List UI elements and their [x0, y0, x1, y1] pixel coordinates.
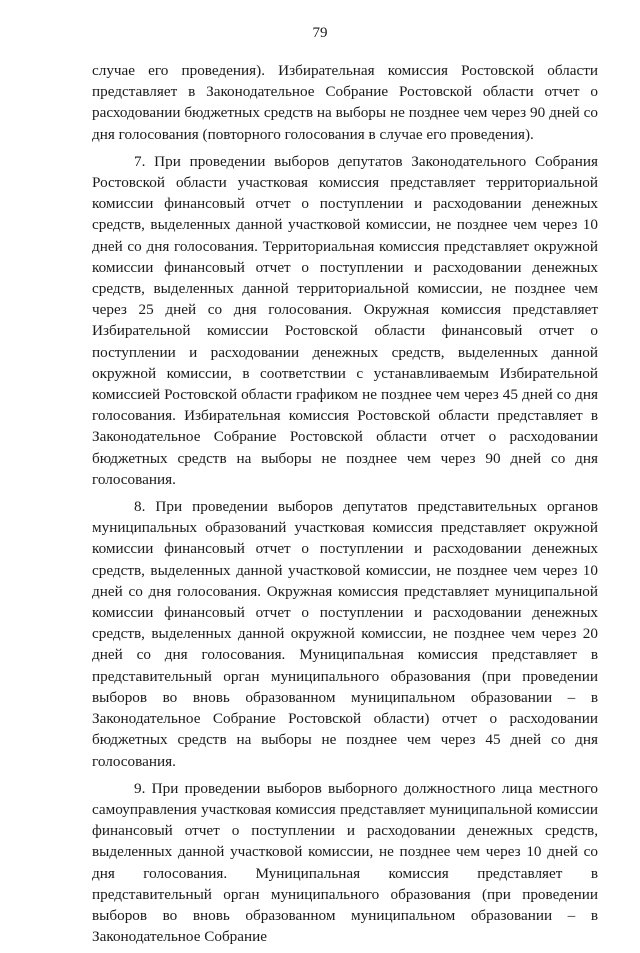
paragraph-item-8: 8. При проведении выборов депутатов представительных органов муниципальных образований участковая комиссия представляет окружной комиссии финансовый отчет о поступлении и расходовании денежных средств, выделенных данной участковой комиссии, не позднее чем через 10 дней со дня голосования. Окружная комиссия представляет муниципальной комиссии финансовый отчет о поступлении и расходовании денежных средств, выделенных данной окружной комиссии, не позднее чем через 20 дней со дня голосования. Муниципальная комиссия представляет в представительный орган муниципального образования (при проведении выборов во вновь образованном муниципальном образовании – в Законодательное Собрание Ростовской области) отчет о расходовании бюджетных средств на выборы не позднее чем через 45 дней со дня голосования.	[92, 498, 598, 770]
paragraph-item-9: 9. При проведении выборов выборного должностного лица местного самоуправления участковая комиссия представляет муниципальной комиссии финансовый отчет о поступлении и расходовании денежных средств, выделенных данной участковой комиссии, не позднее чем через 10 дней со дня голосования. Муниципальная комиссия представляет в представительный орган муниципального образования (при проведении выборов во вновь образованном муниципальном образовании – в Законодательное Собрание	[92, 779, 598, 946]
paragraph-item-7: 7. При проведении выборов депутатов Законодательного Собрания Ростовской области участковая комиссия представляет территориальной комиссии финансовый отчет о поступлении и расходовании денежных средств, выделенных данной участковой комиссии, не позднее чем через 10 дней со дня голосования. Территориальная комиссия представляет окружной комиссии финансовый отчет о поступлении и расходовании денежных средств, выделенных данной территориальной комиссии, не позднее чем через 25 дней со дня голосования. Окружная комиссия представляет Избирательной комиссии Ростовской области финансовый отчет о поступлении и расходовании денежных средств, выделенных данной окружной комиссии, в соответствии с устанавливаемым Избирательной комиссией Ростовской области графиком не позднее чем через 45 дней со дня голосования. Избирательная комиссия Ростовской области представляет в Законодательное Собрание Ростовской области отчет о расходовании бюджетных средств на выборы не позднее чем через 90 дней со дня голосования.	[92, 152, 598, 488]
page-number: 79	[312, 25, 328, 41]
paragraph-continuation: случае его проведения). Избирательная комиссия Ростовской области представляет в Законодательное Собрание Ростовской области отчет о расходовании бюджетных средств на выборы не позднее чем через 90 дней со дня голосования (повторного голосования в случае его проведения).	[92, 62, 598, 143]
document-body	[92, 60, 598, 953]
